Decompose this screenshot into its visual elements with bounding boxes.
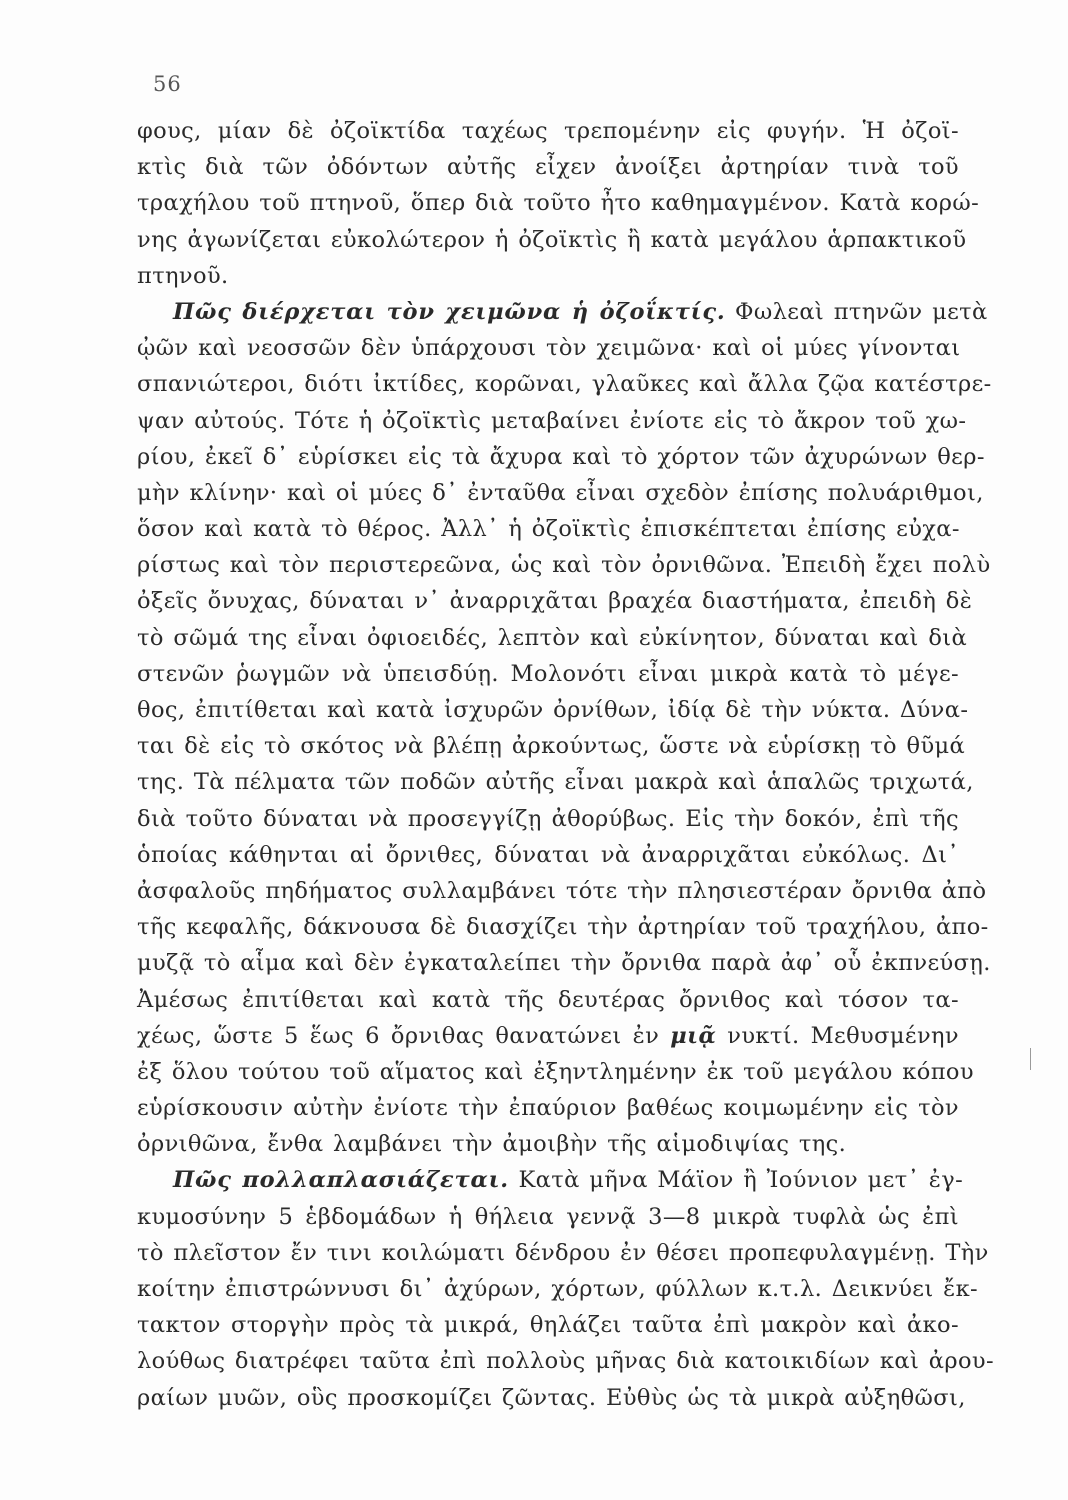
text-line: της. Τὰ πέλματα τῶν ποδῶν αὐτῆς εἶναι μακρὰ καὶ ἁπαλῶς τριχωτά, bbox=[137, 769, 974, 796]
text-line: ραίων μυῶν, οὓς προσκομίζει ζῶντας. Εὐθὺς ὡς τὰ μικρὰ αὐξηθῶσι, bbox=[137, 1384, 966, 1411]
section-first-line bbox=[137, 294, 988, 330]
text-line: κοίτην ἐπιστρώννυσι δι᾽ ἀχύρων, χόρτων, φύλλων κ.τ.λ. Δεικνύει ἔκ- bbox=[137, 1276, 979, 1302]
section-first-line bbox=[137, 1162, 964, 1198]
text-line: τραχήλου τοῦ πτηνοῦ, ὅπερ διὰ τοῦτο ἦτο καθημαγμένον. Κατὰ κορώ- bbox=[137, 190, 980, 217]
text-line: τακτον στοργὴν πρὸς τὰ μικρά, θηλάζει ταῦτα ἐπὶ μακρὸν καὶ ἀκο- bbox=[137, 1312, 959, 1339]
section-heading-reproduction: Πῶς πολλαπλασιάζεται. bbox=[173, 1167, 509, 1194]
text-line: ᾠῶν καὶ νεοσσῶν δὲν ὑπάρχουσι τὸν χειμῶνα· καὶ οἱ μύες γίνονται bbox=[137, 335, 961, 362]
section-heading-winter: Πῶς διέρχεται τὸν χειμῶνα ἡ ὀζοΐκτίς. bbox=[173, 298, 726, 325]
text-line: Ἀμέσως ἐπιτίθεται καὶ κατὰ τῆς δευτέρας ὄρνιθος καὶ τόσον τα- bbox=[137, 986, 959, 1013]
text-line: ἀσφαλοῦς πηδήματος συλλαμβάνει τότε τὴν πλησιεστέραν ὄρνιθα ἀπὸ bbox=[137, 877, 987, 904]
text-line: μυζᾷ τὸ αἷμα καὶ δὲν ἐγκαταλείπει τὴν ὄρνιθα παρὰ ἀφ᾽ οὗ ἐκπνεύσῃ. bbox=[137, 950, 991, 977]
text-line: ὅσον καὶ κατὰ τὸ θέρος. Ἀλλ᾽ ἡ ὀζοϊκτὶς ἐπισκέπτεται ἐπίσης εὐχα- bbox=[137, 516, 960, 543]
text-line: ὁποίας κάθηνται αἱ ὄρνιθες, δύναται νὰ ἀναρριχᾶται εὐκόλως. Δι᾽ bbox=[137, 841, 959, 868]
text-line-emphasis bbox=[137, 1018, 959, 1054]
text-line: μὴν κλίνην· καὶ οἱ μύες δ᾽ ἐνταῦθα εἶναι σχεδὸν ἐπίσης πολυάριθμοι, bbox=[137, 479, 984, 506]
body-text bbox=[137, 113, 995, 1416]
text-line: κυμοσύνην 5 ἑβδομάδων ἡ θήλεια γεννᾷ 3—8 μικρὰ τυφλὰ ὡς ἐπὶ bbox=[137, 1203, 959, 1230]
text-fragment: νυκτί. Μεθυσμένην bbox=[716, 1022, 959, 1049]
text-line: θος, ἐπιτίθεται καὶ κατὰ ἰσχυρῶν ὀρνίθων, ἰδίᾳ δὲ τὴν νύκτα. Δύνα- bbox=[137, 697, 969, 723]
text-line: ὀρνιθῶνα, ἔνθα λαμβάνει τὴν ἀμοιβὴν τῆς αἱμοδιψίας της. bbox=[137, 1131, 847, 1158]
text-line: φους, μίαν δὲ ὀζοϊκτίδα ταχέως τρεπομένην εἰς φυγήν. Ἡ ὀζοϊ- bbox=[137, 118, 959, 144]
text-line: ρίστως καὶ τὸν περιστερεῶνα, ὡς καὶ τὸν ὀρνιθῶνα. Ἐπειδὴ ἔχει πολὺ bbox=[137, 552, 991, 579]
text-line: ὀξεῖς ὄνυχας, δύναται ν᾽ ἀναρριχᾶται βραχέα διαστήματα, ἐπειδὴ δὲ bbox=[137, 588, 973, 615]
emphasized-word: μιᾷ bbox=[670, 1022, 717, 1049]
text-line: πτηνοῦ. bbox=[137, 262, 229, 289]
text-line: εὑρίσκουσιν αὐτὴν ἐνίοτε τὴν ἐπαύριον βαθέως κοιμωμένην εἰς τὸν bbox=[137, 1095, 959, 1122]
text-fragment: χέως, ὥστε 5 ἕως 6 ὄρνιθας θανατώνει ἐν bbox=[137, 1022, 671, 1049]
text-line: διὰ τοῦτο δύναται νὰ προσεγγίζῃ ἀθορύβως. Εἰς τὴν δοκόν, ἐπὶ τῆς bbox=[137, 805, 959, 832]
text-line: κτὶς διὰ τῶν ὀδόντων αὐτῆς εἶχεν ἀνοίξει ἀρτηρίαν τινὰ τοῦ bbox=[137, 154, 959, 181]
margin-mark bbox=[1030, 1048, 1031, 1070]
text-fragment: Κατὰ μῆνα Μάϊον ἢ Ἰούνιον μετ᾽ ἐγ- bbox=[518, 1167, 964, 1194]
text-line: τὸ σῶμά της εἶναι ὀφιοειδές, λεπτὸν καὶ εὐκίνητον, δύναται καὶ διὰ bbox=[137, 624, 968, 651]
text-line: λούθως διατρέφει ταῦτα ἐπὶ πολλοὺς μῆνας διὰ κατοικιδίων καὶ ἀρου- bbox=[137, 1348, 995, 1375]
page-number: 56 bbox=[153, 72, 182, 96]
text-line: τῆς κεφαλῆς, δάκνουσα δὲ διασχίζει τὴν ἀρτηρίαν τοῦ τραχήλου, ἀπο- bbox=[137, 914, 989, 941]
text-line: σπανιώτεροι, διότι ἰκτίδες, κορῶναι, γλαῦκες καὶ ἄλλα ζῷα κατέστρε- bbox=[137, 371, 992, 398]
text-line: τὸ πλεῖστον ἔν τινι κοιλώματι δένδρου ἐν θέσει προπεφυλαγμένῃ. Τὴν bbox=[137, 1239, 989, 1266]
text-line: ρίου, ἐκεῖ δ᾽ εὑρίσκει εἰς τὰ ἄχυρα καὶ τὸ χόρτον τῶν ἀχυρώνων θερ- bbox=[137, 443, 985, 470]
text-line: ἐξ ὅλου τούτου τοῦ αἵματος καὶ ἐξηντλημένην ἐκ τοῦ μεγάλου κόπου bbox=[137, 1058, 974, 1085]
text-fragment: Φωλεαὶ πτηνῶν μετὰ bbox=[735, 298, 988, 325]
text-line: ται δὲ εἰς τὸ σκότος νὰ βλέπῃ ἀρκούντως, ὥστε νὰ εὑρίσκῃ τὸ θῦμά bbox=[137, 733, 966, 760]
text-line: ψαν αὐτούς. Τότε ἡ ὀζοϊκτὶς μεταβαίνει ἐνίοτε εἰς τὸ ἄκρον τοῦ χω- bbox=[137, 407, 967, 434]
text-line: νης ἀγωνίζεται εὐκολώτερον ἡ ὀζοϊκτὶς ἢ κατὰ μεγάλου ἁρπακτικοῦ bbox=[137, 226, 967, 253]
text-line: στενῶν ῥωγμῶν νὰ ὑπεισδύῃ. Μολονότι εἶναι μικρὰ κατὰ τὸ μέγε- bbox=[137, 660, 959, 687]
